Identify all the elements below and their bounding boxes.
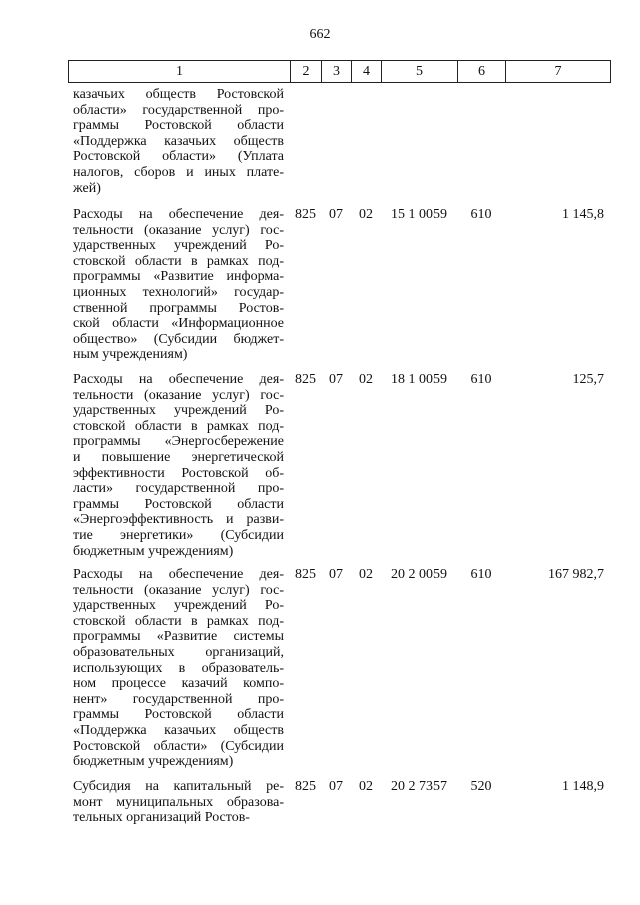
row-description (68, 779, 290, 826)
description-line: ным учреждениям) (73, 347, 188, 363)
section-code-cell: 07 (329, 207, 343, 222)
column-header-2: 2 (291, 61, 322, 82)
admin-code-cell: 825 (295, 372, 316, 387)
description-line: ственной программы Ростов- (73, 300, 284, 316)
description-line: монт муниципальных образова- (73, 794, 284, 810)
description-line: ционных технологий» государ- (73, 284, 284, 300)
description-line: тельных организаций Ростов- (73, 810, 250, 826)
row-description (68, 567, 290, 770)
description-line: образовательных организаций, (73, 644, 284, 660)
description-line: бюджетным учреждениям) (73, 543, 234, 559)
subsection-code-cell: 02 (359, 779, 373, 794)
description-line: граммы Ростовской области (73, 496, 284, 512)
admin-code-cell: 825 (295, 779, 316, 794)
column-header-7: 7 (554, 64, 562, 79)
description-line: ласти» государственной про- (73, 481, 284, 497)
description-line: эффективности Ростовской об- (73, 465, 284, 481)
description-line: ской области «Информационное (73, 316, 284, 332)
amount-cell: 1 148,9 (562, 779, 604, 794)
expense-type-cell: 610 (470, 372, 492, 387)
admin-code-cell (290, 87, 321, 196)
target-article-cell: 20 2 0059 (391, 567, 447, 582)
target-article-cell: 20 2 7357 (391, 779, 447, 794)
description-line: Субсидия на капитальный ре- (73, 779, 284, 794)
table-row (68, 372, 611, 559)
description-line: Расходы на обеспечение дея- (73, 207, 284, 222)
admin-code-cell: 825 (295, 567, 316, 582)
row-description (68, 207, 290, 363)
amount-cell: 167 982,7 (548, 567, 604, 582)
column-header-1: 1 (69, 61, 291, 82)
description-line: стовской области в рамках под- (73, 253, 284, 269)
description-line: и повышение энергетической (73, 449, 284, 465)
description-line: использующих в образователь- (73, 660, 284, 676)
description-line: Расходы на обеспечение дея- (73, 567, 284, 582)
section-code-cell: 07 (329, 567, 343, 582)
description-line: налогов, сборов и иных плате- (73, 164, 284, 180)
description-line: Расходы на обеспечение дея- (73, 372, 284, 387)
description-line: стовской области в рамках под- (73, 613, 284, 629)
description-line: граммы Ростовской области (73, 118, 284, 134)
description-line: казачьих обществ Ростовской (73, 87, 284, 102)
subsection-code-cell: 02 (359, 207, 373, 222)
subsection-code-cell (351, 87, 381, 196)
page-number: 662 (309, 27, 331, 42)
amount-cell: 1 145,8 (562, 207, 604, 222)
description-line: Ростовской области» (Уплата (73, 149, 284, 165)
table-header-row (68, 60, 611, 83)
description-line: ударственных учреждений Ро- (73, 238, 284, 254)
target-article-cell (381, 87, 457, 196)
expense-type-cell (457, 87, 505, 196)
amount-cell: 125,7 (572, 372, 604, 387)
column-header-3: 3 (322, 61, 352, 82)
description-line: программы «Энергосбережение (73, 434, 284, 450)
table-row (68, 87, 611, 196)
target-article-cell: 15 1 0059 (391, 207, 447, 222)
column-header-4: 4 (352, 61, 382, 82)
description-line: программы «Развитие системы (73, 629, 284, 645)
expense-type-cell: 610 (470, 567, 492, 582)
description-line: «Энергоэффективность и разви- (73, 512, 284, 528)
description-line: нент» государственной про- (73, 691, 284, 707)
section-code-cell: 07 (329, 779, 343, 794)
description-line: общество» (Субсидии бюджет- (73, 331, 284, 347)
amount-cell (505, 87, 609, 196)
admin-code-cell: 825 (295, 207, 316, 222)
description-line: программы «Развитие информа- (73, 269, 284, 285)
target-article-cell: 18 1 0059 (391, 372, 447, 387)
description-line: ударственных учреждений Ро- (73, 403, 284, 419)
description-line: граммы Ростовской области (73, 707, 284, 723)
expense-type-cell: 610 (470, 207, 492, 222)
row-description (68, 87, 290, 196)
description-line: тие энергетики» (Субсидии (73, 527, 284, 543)
description-line: области» государственной про- (73, 102, 284, 118)
description-line: тельности (оказание услуг) гос- (73, 582, 284, 598)
description-line: бюджетным учреждениям) (73, 754, 234, 770)
description-line: тельности (оказание услуг) гос- (73, 387, 284, 403)
table-row (68, 207, 611, 363)
description-line: тельности (оказание услуг) гос- (73, 222, 284, 238)
section-code-cell (321, 87, 351, 196)
description-line: Ростовской области» (Субсидии (73, 738, 284, 754)
subsection-code-cell: 02 (359, 372, 373, 387)
description-line: стовской области в рамках под- (73, 418, 284, 434)
table-row (68, 567, 611, 770)
section-code-cell: 07 (329, 372, 343, 387)
table-row (68, 779, 611, 826)
expense-type-cell: 520 (470, 779, 492, 794)
description-line: ударственных учреждений Ро- (73, 598, 284, 614)
description-line: «Поддержка казачьих обществ (73, 133, 284, 149)
column-header-6: 6 (458, 61, 506, 82)
description-line: «Поддержка казачьих обществ (73, 722, 284, 738)
row-description (68, 372, 290, 559)
column-header-5: 5 (382, 61, 458, 82)
subsection-code-cell: 02 (359, 567, 373, 582)
description-line: жей) (73, 180, 101, 196)
description-line: ном процессе казачий компо- (73, 676, 284, 692)
